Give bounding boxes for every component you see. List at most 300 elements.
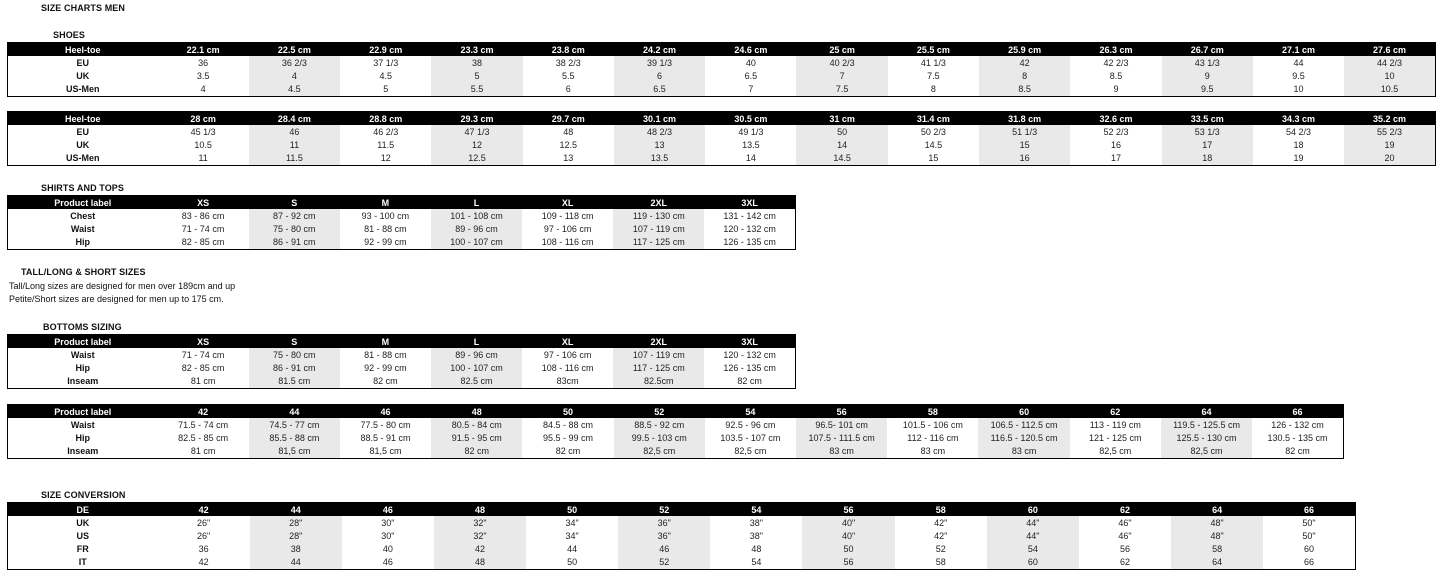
column-header: 60: [978, 405, 1069, 419]
table-cell: 82.5cm: [613, 374, 704, 389]
table-cell: 80.5 - 84 cm: [431, 418, 522, 431]
table-cell: 53 1/3: [1162, 125, 1253, 138]
table-row: [8, 516, 1356, 529]
table-cell: 92 - 99 cm: [364, 237, 407, 247]
column-header: 33.5 cm: [1162, 112, 1253, 126]
table-cell: 9.5: [1292, 70, 1305, 81]
table-cell: 16: [1110, 139, 1121, 150]
table-cell: 40 2/3: [796, 56, 887, 69]
table-cell: 17: [1110, 153, 1121, 163]
table-cell: 7.5: [796, 82, 887, 97]
table-cell: 10: [1344, 69, 1435, 82]
column-header: 54: [705, 405, 796, 419]
table-cell: 7: [748, 84, 754, 94]
table-cell: 11: [249, 138, 340, 151]
column-header: M: [340, 196, 431, 210]
table-cell: 11.5: [249, 151, 340, 166]
column-header: 50: [526, 503, 618, 517]
table-cell: 42: [434, 542, 526, 555]
table-row: [8, 125, 1436, 138]
column-header: L: [431, 335, 522, 349]
table-cell: 13.5: [614, 151, 705, 166]
table-cell: 75 - 80 cm: [249, 348, 340, 361]
column-header: 22.5 cm: [249, 43, 340, 57]
header-label: DE: [8, 503, 158, 517]
table-cell: 54: [751, 557, 762, 567]
tall-note-line-2: Petite/Short sizes are designed for men up to 175 cm.: [9, 294, 224, 304]
table-cell: 74.5 - 77 cm: [249, 418, 340, 431]
table-cell: 89 - 96 cm: [431, 222, 522, 235]
table-cell: 58: [935, 557, 946, 567]
column-header: 56: [796, 405, 887, 419]
column-header: 24.6 cm: [705, 43, 796, 57]
column-header: 28.8 cm: [340, 112, 431, 126]
table-cell: 44: [567, 543, 578, 554]
column-header: 28 cm: [158, 112, 249, 126]
bottoms-table-2: [7, 404, 1344, 459]
column-header: S: [249, 196, 340, 210]
tall-title: TALL/LONG & SHORT SIZES: [21, 267, 146, 277]
table-cell: 113 - 119 cm: [1089, 419, 1141, 430]
table-cell: 18: [1293, 139, 1304, 150]
table-cell: 85.5 - 88 cm: [249, 431, 340, 444]
table-cell: 42: [979, 56, 1070, 69]
table-cell: 8.5: [979, 82, 1070, 97]
table-cell: 50: [567, 557, 578, 567]
table-cell: 12: [380, 153, 391, 163]
row-label: IT: [8, 555, 158, 570]
table-cell: 92.5 - 96 cm: [725, 419, 776, 430]
column-header: 44: [250, 503, 342, 517]
column-header: M: [340, 335, 431, 349]
table-row: [8, 151, 1436, 166]
table-cell: 60: [987, 555, 1079, 570]
table-cell: 44: [1293, 57, 1304, 68]
table-cell: 40: [745, 57, 756, 68]
row-label: Waist: [8, 222, 158, 235]
table-row: [8, 444, 1344, 459]
table-cell: 84.5 - 88 cm: [542, 419, 593, 430]
table-cell: 8.5: [1109, 70, 1123, 81]
bottoms-title: BOTTOMS SIZING: [43, 322, 122, 332]
shirts-table: [7, 195, 796, 250]
column-header: 42: [158, 405, 249, 419]
table-cell: 48: [751, 543, 762, 554]
table-cell: 71 - 74 cm: [181, 349, 225, 360]
column-header: XL: [522, 335, 613, 349]
row-label: Waist: [8, 418, 158, 431]
column-header: 62: [1079, 503, 1171, 517]
table-cell: 8: [930, 84, 936, 94]
table-cell: 126 - 135 cm: [723, 362, 776, 373]
column-header: 24.2 cm: [614, 43, 705, 57]
column-header: XL: [522, 196, 613, 210]
table-cell: 8: [979, 69, 1070, 82]
table-cell: 48: [434, 555, 526, 570]
column-header: 29.3 cm: [431, 112, 522, 126]
table-cell: 82,5 cm: [614, 444, 705, 459]
header-row: [8, 405, 1344, 419]
table-cell: 50 2/3: [920, 126, 946, 137]
table-cell: 5: [431, 69, 522, 82]
table-cell: 81 - 88 cm: [364, 349, 407, 360]
table-cell: 48": [1171, 529, 1263, 542]
conversion-title: SIZE CONVERSION: [41, 490, 126, 500]
table-cell: 34": [565, 517, 579, 528]
tall-note-line-1: Tall/Long sizes are designed for men over 189cm and up: [9, 281, 236, 291]
table-cell: 96.5- 101 cm: [796, 418, 887, 431]
table-cell: 30": [381, 530, 395, 541]
table-cell: 54: [987, 542, 1079, 555]
table-cell: 47 1/3: [431, 125, 522, 138]
column-header: 2XL: [613, 196, 704, 210]
table-cell: 36": [618, 516, 710, 529]
table-cell: 10.5: [194, 139, 212, 150]
table-cell: 36: [198, 57, 209, 68]
table-cell: 86 - 91 cm: [249, 235, 340, 250]
table-cell: 9.5: [1162, 82, 1253, 97]
column-header: 30.1 cm: [614, 112, 705, 126]
shoes-table-2: [7, 111, 1436, 166]
table-cell: 41 1/3: [920, 57, 946, 68]
table-cell: 32": [434, 529, 526, 542]
header-label: Product label: [8, 405, 158, 419]
table-cell: 4.5: [379, 70, 392, 81]
row-label: US-Men: [8, 151, 158, 166]
table-cell: 45 1/3: [190, 126, 216, 137]
column-header: 31 cm: [796, 112, 887, 126]
table-row: [8, 555, 1356, 570]
table-cell: 109 - 118 cm: [541, 210, 594, 221]
table-row: [8, 56, 1436, 69]
shoes-table-1: [7, 42, 1436, 97]
table-cell: 6: [565, 84, 571, 94]
table-cell: 82.5 cm: [431, 374, 522, 389]
column-header: 31.4 cm: [888, 112, 979, 126]
table-cell: 36: [198, 543, 209, 554]
table-cell: 55 2/3: [1344, 125, 1435, 138]
table-cell: 14.5: [924, 139, 943, 150]
table-cell: 42 2/3: [1103, 57, 1129, 68]
header-row: [8, 335, 796, 349]
column-header: 32.6 cm: [1070, 112, 1161, 126]
header-label: Product label: [8, 196, 158, 210]
table-cell: 48: [563, 126, 574, 137]
table-row: [8, 361, 796, 374]
column-header: 27.6 cm: [1344, 43, 1435, 57]
table-cell: 120 - 132 cm: [723, 349, 776, 360]
table-cell: 81 - 88 cm: [364, 223, 407, 234]
column-header: 25.5 cm: [888, 43, 979, 57]
table-cell: 83 cm: [978, 444, 1069, 459]
table-row: [8, 374, 796, 389]
table-row: [8, 209, 796, 222]
table-cell: 4.5: [249, 82, 340, 97]
table-cell: 19: [1344, 138, 1435, 151]
table-cell: 51 1/3: [979, 125, 1070, 138]
column-header: XS: [158, 196, 249, 210]
column-header: 42: [158, 503, 250, 517]
table-cell: 92 - 99 cm: [364, 362, 407, 373]
table-cell: 117 - 125 cm: [613, 235, 704, 250]
table-cell: 117 - 125 cm: [613, 361, 704, 374]
table-cell: 14.5: [796, 151, 887, 166]
shoes-title: SHOES: [53, 30, 86, 40]
table-cell: 62: [1119, 557, 1130, 567]
table-cell: 56: [802, 555, 894, 570]
column-header: 29.7 cm: [523, 112, 614, 126]
table-cell: 82,5 cm: [1099, 446, 1132, 456]
column-header: 46: [342, 503, 434, 517]
table-cell: 46 2/3: [373, 126, 399, 137]
table-cell: 44": [987, 529, 1079, 542]
table-row: [8, 529, 1356, 542]
table-cell: 12.5: [559, 139, 578, 150]
table-cell: 10.5: [1344, 82, 1435, 97]
table-cell: 107.5 - 111.5 cm: [796, 431, 887, 444]
table-cell: 125.5 - 130 cm: [1161, 431, 1252, 444]
table-cell: 10: [1293, 84, 1304, 94]
table-cell: 9: [1162, 69, 1253, 82]
table-cell: 82 cm: [373, 376, 398, 386]
table-cell: 15: [979, 138, 1070, 151]
table-cell: 83 cm: [920, 446, 946, 456]
table-cell: 38 2/3: [555, 57, 581, 68]
table-cell: 82 cm: [555, 446, 581, 456]
table-cell: 11.5: [377, 139, 395, 150]
table-cell: 81.5 cm: [249, 374, 340, 389]
table-cell: 100 - 107 cm: [431, 361, 522, 374]
table-cell: 50: [796, 125, 887, 138]
table-cell: 42: [198, 557, 209, 567]
table-cell: 120 - 132 cm: [723, 223, 776, 234]
column-header: 66: [1252, 405, 1343, 419]
table-cell: 5.5: [431, 82, 522, 97]
column-header: XS: [158, 335, 249, 349]
column-header: L: [431, 196, 522, 210]
table-cell: 75 - 80 cm: [249, 222, 340, 235]
header-row: [8, 196, 796, 210]
table-cell: 37 1/3: [373, 57, 399, 68]
table-cell: 54 2/3: [1286, 126, 1312, 137]
table-cell: 6.5: [744, 70, 758, 81]
column-header: 64: [1171, 503, 1263, 517]
row-label: FR: [8, 542, 158, 555]
table-cell: 16: [979, 151, 1070, 166]
conversion-table: [7, 502, 1356, 570]
table-cell: 12.5: [431, 151, 522, 166]
row-label: Waist: [8, 348, 158, 361]
table-cell: 83 cm: [796, 444, 887, 459]
table-cell: 101.5 - 106 cm: [902, 419, 963, 430]
row-label: UK: [8, 516, 158, 529]
table-cell: 43 1/3: [1162, 56, 1253, 69]
table-cell: 81,5 cm: [249, 444, 340, 459]
row-label: EU: [8, 56, 158, 69]
table-cell: 82,5 cm: [734, 446, 767, 456]
column-header: 50: [522, 405, 613, 419]
table-cell: 26": [196, 530, 211, 541]
table-cell: 81,5 cm: [369, 446, 402, 456]
table-cell: 32": [434, 516, 526, 529]
row-label: UK: [8, 69, 158, 82]
header-row: [8, 503, 1356, 517]
column-header: 52: [618, 503, 710, 517]
table-cell: 93 - 100 cm: [361, 210, 410, 221]
column-header: 3XL: [704, 335, 795, 349]
table-cell: 39 1/3: [614, 56, 705, 69]
table-cell: 112 - 116 cm: [907, 432, 959, 443]
row-label: Hip: [8, 361, 158, 374]
column-header: 48: [431, 405, 522, 419]
table-cell: 97 - 106 cm: [543, 223, 592, 234]
row-label: US-Men: [8, 82, 158, 97]
table-cell: 82 - 85 cm: [181, 237, 225, 247]
table-cell: 28": [250, 529, 342, 542]
table-cell: 116.5 - 120.5 cm: [978, 431, 1069, 444]
table-cell: 4: [249, 69, 340, 82]
table-cell: 7.5: [927, 70, 940, 81]
table-cell: 38": [749, 517, 764, 528]
table-cell: 121 - 125 cm: [1089, 432, 1142, 443]
column-header: 35.2 cm: [1344, 112, 1435, 126]
column-header: 56: [802, 503, 894, 517]
column-header: 64: [1161, 405, 1252, 419]
table-cell: 108 - 116 cm: [541, 362, 594, 373]
column-header: 30.5 cm: [705, 112, 796, 126]
table-cell: 100 - 107 cm: [431, 235, 522, 250]
table-cell: 126 - 132 cm: [1271, 419, 1324, 430]
table-cell: 46: [618, 542, 710, 555]
table-cell: 95.5 - 99 cm: [542, 432, 593, 443]
table-cell: 86 - 91 cm: [249, 361, 340, 374]
table-cell: 64: [1171, 555, 1263, 570]
row-label: Hip: [8, 431, 158, 444]
table-row: [8, 222, 796, 235]
table-cell: 88.5 - 92 cm: [614, 418, 705, 431]
table-cell: 5.5: [562, 70, 575, 81]
table-cell: 19: [1293, 153, 1304, 163]
row-label: US: [8, 529, 158, 542]
table-cell: 36 2/3: [249, 56, 340, 69]
row-label: Hip: [8, 235, 158, 250]
table-row: [8, 82, 1436, 97]
column-header: 58: [887, 405, 978, 419]
row-label: UK: [8, 138, 158, 151]
table-cell: 42": [934, 530, 948, 541]
table-cell: 52: [618, 555, 710, 570]
column-header: 2XL: [613, 335, 704, 349]
table-cell: 71 - 74 cm: [181, 223, 225, 234]
table-cell: 107 - 119 cm: [613, 222, 704, 235]
column-header: 44: [249, 405, 340, 419]
bottoms-table-1: [7, 334, 796, 389]
table-cell: 119 - 130 cm: [613, 209, 704, 222]
table-row: [8, 235, 796, 250]
table-cell: 81 cm: [190, 376, 216, 386]
table-cell: 13: [614, 138, 705, 151]
page-title: SIZE CHARTS MEN: [41, 3, 126, 13]
shirts-title: SHIRTS AND TOPS: [41, 183, 125, 193]
row-label: Chest: [8, 209, 158, 222]
column-header: 52: [614, 405, 705, 419]
table-cell: 20: [1344, 151, 1435, 166]
table-cell: 66: [1304, 557, 1315, 567]
table-cell: 14: [796, 138, 887, 151]
column-header: 28.4 cm: [249, 112, 340, 126]
table-cell: 6: [614, 69, 705, 82]
table-cell: 46": [1118, 517, 1132, 528]
table-cell: 82 cm: [737, 376, 762, 386]
table-cell: 38: [250, 542, 342, 555]
header-row: [8, 112, 1436, 126]
table-row: [8, 542, 1356, 555]
table-cell: 5: [383, 84, 389, 94]
table-cell: 46: [382, 557, 393, 567]
column-header: 23.3 cm: [431, 43, 522, 57]
table-cell: 11: [198, 153, 208, 163]
table-cell: 13: [563, 153, 574, 163]
table-cell: 30": [381, 517, 395, 528]
table-cell: 87 - 92 cm: [249, 209, 340, 222]
table-cell: 83cm: [556, 376, 579, 386]
header-label: Heel-toe: [8, 43, 158, 57]
table-cell: 103.5 - 107 cm: [720, 432, 781, 443]
table-cell: 18: [1162, 151, 1253, 166]
table-cell: 40": [802, 529, 894, 542]
table-cell: 97 - 106 cm: [543, 349, 592, 360]
table-cell: 99.5 - 103 cm: [614, 431, 705, 444]
table-cell: 46: [249, 125, 340, 138]
table-cell: 82,5 cm: [1161, 444, 1252, 459]
table-cell: 13.5: [742, 139, 760, 150]
table-cell: 36": [618, 529, 710, 542]
table-cell: 34": [565, 530, 579, 541]
row-label: Inseam: [8, 374, 158, 389]
table-cell: 44 2/3: [1344, 56, 1435, 69]
column-header: 58: [895, 503, 987, 517]
table-cell: 44: [250, 555, 342, 570]
table-cell: 46": [1118, 530, 1132, 541]
row-label: Inseam: [8, 444, 158, 459]
table-cell: 82 cm: [1285, 446, 1310, 456]
table-cell: 82 - 85 cm: [181, 362, 225, 373]
table-cell: 49 1/3: [738, 126, 764, 137]
table-cell: 12: [431, 138, 522, 151]
table-row: [8, 138, 1436, 151]
column-header: 62: [1070, 405, 1161, 419]
table-cell: 60: [1304, 543, 1315, 554]
table-cell: 71.5 - 74 cm: [178, 419, 229, 430]
column-header: S: [249, 335, 340, 349]
header-label: Heel-toe: [8, 112, 158, 126]
table-cell: 82 cm: [431, 444, 522, 459]
table-cell: 7: [796, 69, 887, 82]
table-cell: 91.5 - 95 cm: [431, 431, 522, 444]
column-header: 25.9 cm: [979, 43, 1070, 57]
table-cell: 50: [802, 542, 894, 555]
table-cell: 126 - 135 cm: [723, 237, 776, 247]
table-cell: 101 - 108 cm: [431, 209, 522, 222]
header-label: Product label: [8, 335, 158, 349]
column-header: 60: [987, 503, 1079, 517]
column-header: 26.7 cm: [1162, 43, 1253, 57]
table-cell: 48": [1171, 516, 1263, 529]
table-cell: 14: [745, 153, 756, 163]
table-cell: 40": [802, 516, 894, 529]
table-cell: 28": [250, 516, 342, 529]
table-cell: 15: [928, 153, 939, 163]
